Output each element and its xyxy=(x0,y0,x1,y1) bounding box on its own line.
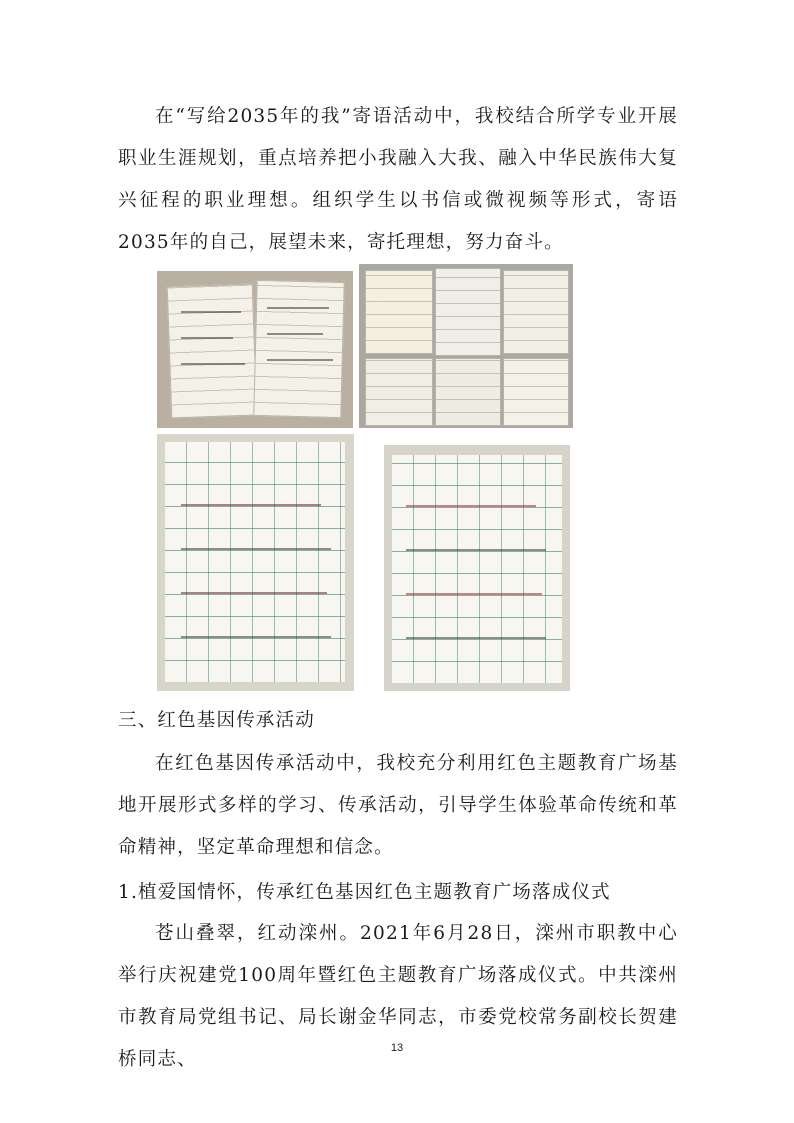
photo-letters-collage xyxy=(359,264,573,428)
section-heading-red-gene: 三、红色基因传承活动 xyxy=(118,710,316,731)
photo-handwritten-letters-notebook xyxy=(157,271,353,428)
photo-grid-essay-left xyxy=(157,434,354,691)
subheading-patriotic-square: 1.植爱国情怀，传承红色基因红色主题教育广场落成仪式 xyxy=(118,882,611,903)
page-number: 13 xyxy=(390,1042,404,1054)
photo-grid-essay-right xyxy=(384,445,570,691)
paragraph-ceremony: 苍山叠翠，红动滦州。2021年6月28日，滦州市职教中心举行庆祝建党100周年暨红色主题教育广场落成仪式。中共滦州市教育局党组书记、局长谢金华同志，市委党校常务副校长贺建桥同志、 xyxy=(118,923,678,1070)
paragraph-red-gene-activity: 在红色基因传承活动中，我校充分利用红色主题教育广场基地开展形式多样的学习、传承活动，引导学生体验革命传统和革命精神，坚定革命理想和信念。 xyxy=(118,753,678,858)
paragraph-letters-activity: 在“写给2035年的我”寄语活动中，我校结合所学专业开展职业生涯规划，重点培养把小我融入大我、融入中华民族伟大复兴征程的职业理想。组织学生以书信或微视频等形式，寄语2035年的自己，展望未来，寄托理想，努力奋斗。 xyxy=(118,106,678,253)
